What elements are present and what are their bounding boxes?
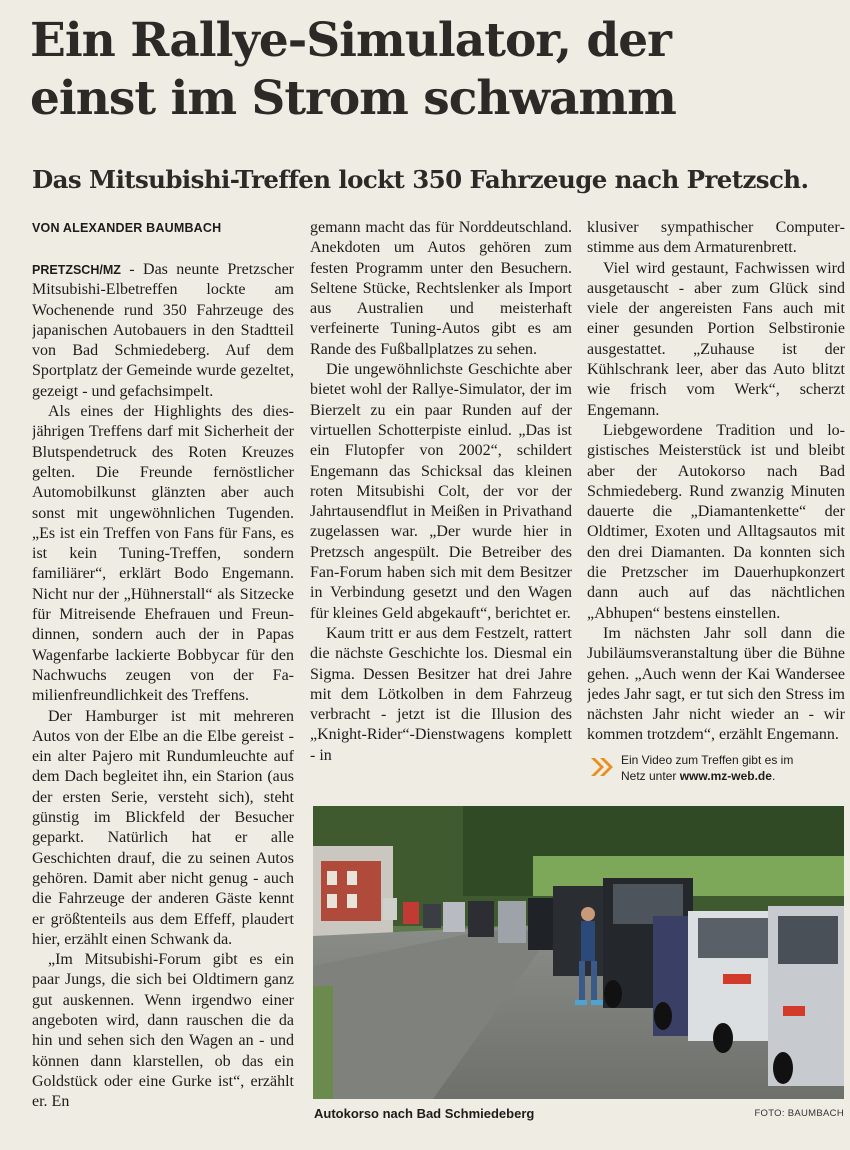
video-note-line-1: Ein Video zum Treffen gibt es im bbox=[621, 753, 794, 767]
photo-car-convoy bbox=[313, 806, 844, 1099]
headline bbox=[30, 12, 830, 128]
video-note bbox=[589, 750, 844, 788]
paragraph: „Im Mitsubishi-Forum gibt es ein paar Jungs, die sich bei Oldtimern ganz gut auskennen. Wenn irgendwo einer angeboten wird, dann rauschen die da hin und sehen sich den Wagen an - und können dann klarstellen, ob das ein Goldstück oder eine Gurke ist“, erzählt er. En bbox=[32, 951, 294, 1111]
article-column-2 bbox=[310, 218, 572, 778]
paragraph: gemann macht das für Norddeutschland. Anekdoten um Autos gehören zum festen Programm unter den Besuchern. Seltene Stücke, Rechtslenker als Import aus Australien und meisterhaft verfeinerte Tuning-Autos gibt es am Rande des Fußballplatzes zu sehen. bbox=[310, 219, 572, 358]
paragraph: Der Hamburger ist mit mehreren Autos von der Elbe an die Elbe gereist - ein alter Pajero mit Rundumleuchte auf dem Dach begleitet ihn, ein Starion (aus der ersten Serie, versteht sich), steht günstig im Blickfeld der Besucher geparkt. Natürlich hat er alle Geschichten drauf, die zu seinen Autos gehören. Damit aber nicht genug - auch die Fahrzeuge der anderen Gäste kennt er größtenteils aus dem Effeff, plaudert hier, erzählt einen Schwank da. bbox=[32, 707, 294, 948]
paragraph: Als eines der Highlights des diesjährigen Treffens darf mit Sicherheit der Blutspendetruck des Roten Kreuzes gelten. Die Freunde fernöstlicher Automobilkunst glänzten aber auch sonst mit ungewöhnlichen Tugenden. „Es ist ein Treffen von Fans für Fans, es ist kein Tuning-Treffen, sondern familiärer“, erklärt Bodo Engemann. Nicht nur der „Hühnerstall“ als Sitzecke für Mitreisende Ehefrauen und Freundinnen, sondern auch der in Papas Wagenfarbe lackierte Bobbycar für den Nachwuchs zeugen von der Familienfreundlichkeit des Treffens. bbox=[32, 403, 294, 705]
paragraph: Kaum tritt er aus dem Festzelt, rattert die nächste Geschichte los. Diesmal ein Sigma. Dessen Besitzer hat drei Jahre mit dem Lötkolben in dem Fahrzeug verbracht - jetzt ist die Illusion des „Knight-Rider“-Dienstwagens komplett - in bbox=[310, 624, 572, 764]
subheadline: Das Mitsubishi-Treffen lockt 350 Fahrzeuge nach Pretzsch. bbox=[32, 165, 809, 194]
double-chevron-right-icon bbox=[589, 756, 615, 778]
video-url-link[interactable]: www.mz-web.de bbox=[679, 769, 772, 783]
article-column-3 bbox=[587, 218, 845, 766]
video-note-text bbox=[621, 752, 846, 784]
paragraph: Liebgewordene Tradition und logistisches Meisterstück ist und bleibt aber der Autokorso nach Bad Schmiedeberg. Rund zwanzig Minuten dauerte die „Diamantenkette“ der Oldtimer, Exoten und Alltagsautos mit den drei Diamanten. Da konnten sich die Pretzscher im Dauerhupkonzert dann auch auf das nächtlichen „Abhupen“ bestens einstellen. bbox=[587, 421, 845, 622]
dateline: PRETZSCH/MZ bbox=[32, 263, 121, 277]
photo-caption: Autokorso nach Bad Schmiedeberg bbox=[314, 1106, 535, 1121]
video-note-suffix: . bbox=[771, 769, 776, 783]
paragraph bbox=[32, 260, 294, 402]
paragraph-text: - Das neunte Pretzscher Mitsubishi-Elbetreffen lockte am Wochenende rund 350 Fahrzeuge des japanischen Autobauers in den Stadtteil von Bad Schmiedeberg. Auf dem Sportplatz der Gemeinde wurde gezeltet, gezeigt - und gefachsimpelt. bbox=[32, 261, 294, 400]
byline: VON ALEXANDER BAUMBACH bbox=[32, 221, 222, 235]
headline-line-1: Ein Rallye-Simulator, der bbox=[30, 13, 671, 68]
article-photo bbox=[313, 806, 844, 1099]
paragraph: Viel wird gestaunt, Fachwissen wird ausgetauscht - aber zum Glück sind viele der angereisten Fans auch mit einer gesunden Portion Selbstironie ausgestattet. „Zuhause ist der Kühlschrank leer, aber das Auto blitzt wie frisch vom Werk“, scherzt Engemann. bbox=[587, 259, 845, 419]
paragraph: Im nächsten Jahr soll dann die Jubiläumsveranstaltung über die Bühne gehen. „Auch wenn der Kai Wandersee jedes Jahr sagt, er tut sich den Stress im nächsten Jahr nicht wieder an - wir kommen trotzdem“, erzählt Engemann. bbox=[587, 624, 845, 744]
video-note-prefix: Netz unter bbox=[621, 769, 680, 783]
article-column-1 bbox=[32, 218, 294, 1133]
paragraph: Die ungewöhnlichste Geschichte aber bietet wohl der Rallye-Simulator, der im Bierzelt zu ein paar Runden auf der virtuellen Schotterpiste einlud. „Das ist ein Flutopfer von 2002“, schildert Engemann das Schicksal das kleinen roten Mitsubishi Colt, der vor der Jahrtausendflut in Meißen in Privathand zugelassen war. „Der wurde hier in Pretzsch angespült. Die Betreiber des Fan-Forum haben sich mit dem Besitzer in Verbindung gesetzt und den Wagen für kleines Geld abgekauft“, berichtet er. bbox=[310, 361, 572, 622]
headline-line-2: einst im Strom schwamm bbox=[30, 71, 676, 126]
photo-credit: FOTO: BAUMBACH bbox=[754, 1108, 844, 1119]
paragraph: klusiver sympathischer Computerstimme aus dem Armaturenbrett. bbox=[587, 219, 845, 257]
